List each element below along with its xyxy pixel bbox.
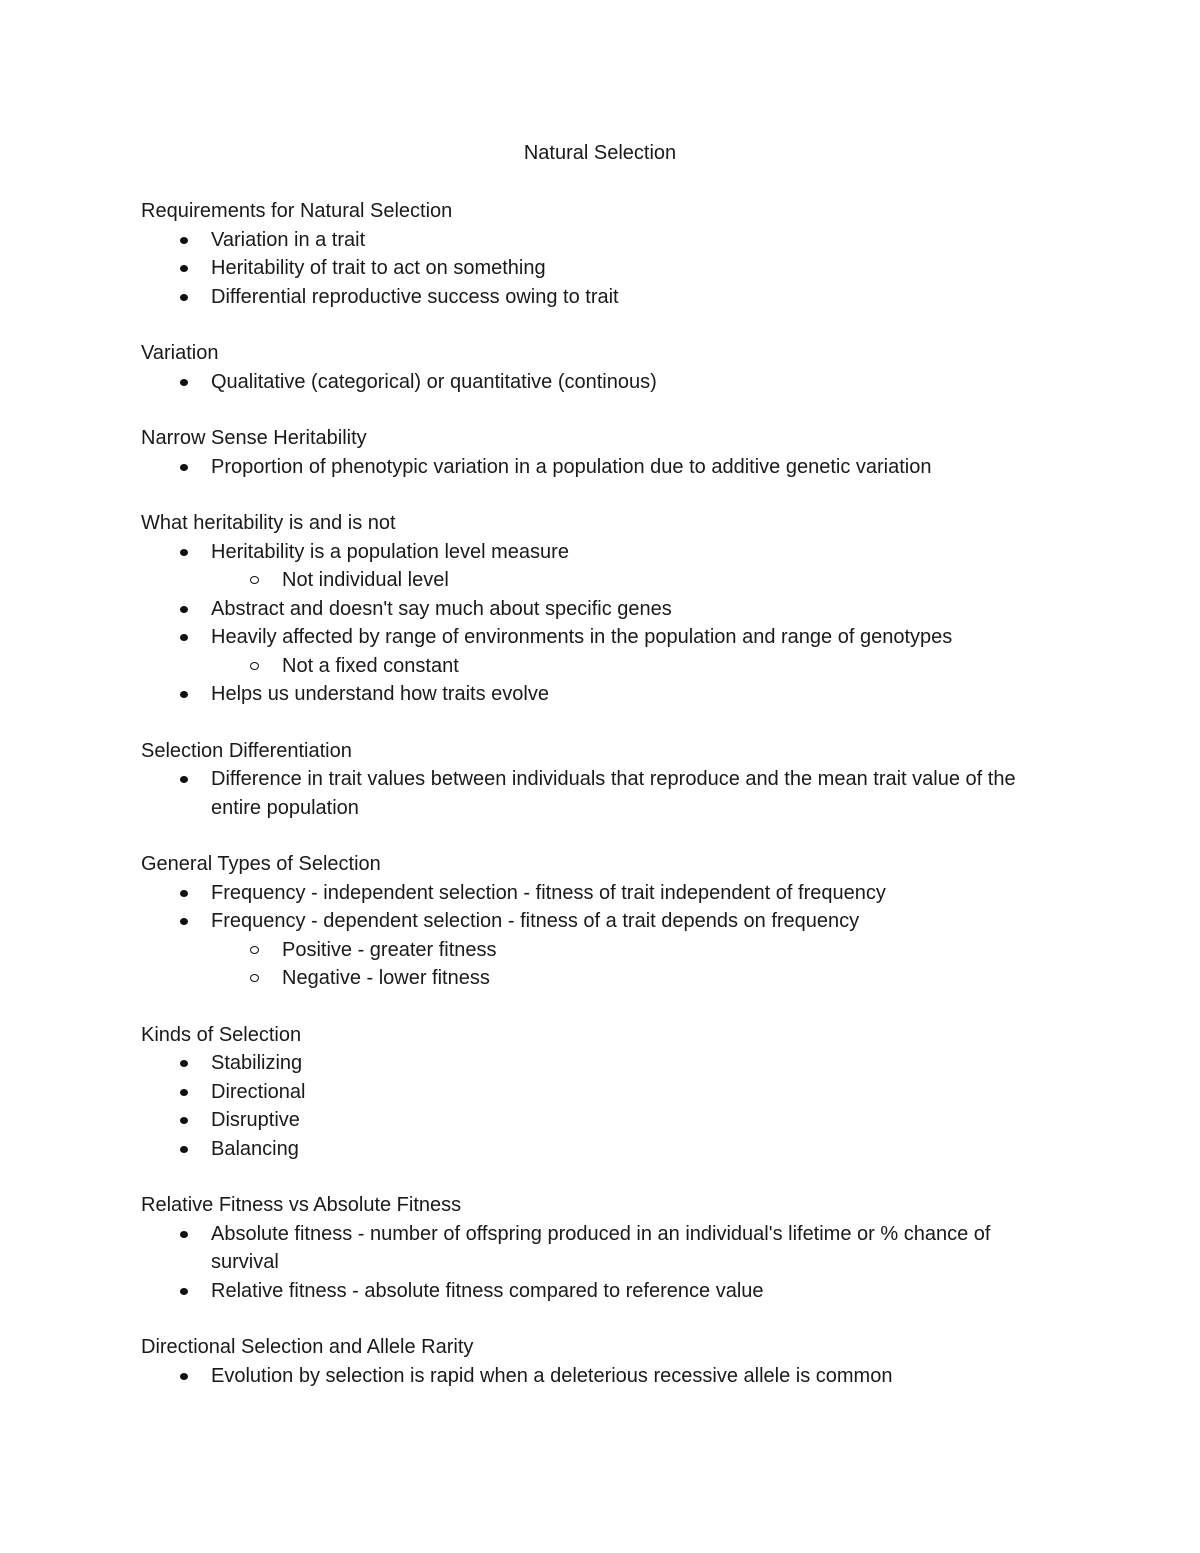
bullet-item: Abstract and doesn't say much about specific genes	[141, 595, 1061, 624]
section-heading: Relative Fitness vs Absolute Fitness	[141, 1194, 462, 1216]
section	[141, 737, 1061, 823]
section-heading: Requirements for Natural Selection	[141, 200, 453, 222]
bullet-item: Heritability is a population level measure	[141, 538, 1061, 567]
bullet-item: Directional	[141, 1078, 1061, 1107]
bullet-item: Absolute fitness - number of offspring produced in an individual's lifetime or % chance of survival	[141, 1220, 1061, 1277]
section-heading: Selection Differentiation	[141, 739, 352, 762]
bullet-item: Relative fitness - absolute fitness compared to reference value	[141, 1277, 1061, 1306]
document-title: Natural Selection	[523, 142, 677, 164]
bullet-list	[141, 368, 1061, 397]
sub-bullet-item: Not a fixed constant	[141, 652, 1061, 681]
section	[141, 197, 1061, 311]
bullet-list	[141, 1220, 1061, 1306]
section	[141, 424, 1061, 481]
bullet-item: Heavily affected by range of environments in the population and range of genotypes	[141, 623, 1061, 652]
bullet-item: Proportion of phenotypic variation in a population due to additive genetic variation	[141, 453, 1061, 482]
section-heading: Kinds of Selection	[141, 1023, 302, 1046]
section	[141, 339, 1061, 396]
section-heading: General Types of Selection	[141, 853, 381, 875]
section	[141, 850, 1061, 993]
section-heading: Variation	[141, 342, 219, 364]
bullet-item: Differential reproductive success owing to trait	[141, 283, 1061, 312]
sub-bullet-item: Negative - lower fitness	[141, 964, 1061, 993]
section	[141, 1021, 1061, 1164]
bullet-item: Stabilizing	[141, 1049, 1061, 1078]
bullet-item: Frequency - dependent selection - fitness of a trait depends on frequency	[141, 907, 1061, 936]
section-heading: Narrow Sense Heritability	[141, 427, 367, 449]
bullet-item: Qualitative (categorical) or quantitative (continous)	[141, 368, 1061, 397]
sub-bullet-item: Positive - greater fitness	[141, 936, 1061, 965]
document-body	[141, 197, 1061, 1418]
bullet-list	[141, 1362, 1061, 1391]
bullet-item: Frequency - independent selection - fitness of trait independent of frequency	[141, 879, 1061, 908]
section	[141, 1191, 1061, 1305]
bullet-item: Evolution by selection is rapid when a deleterious recessive allele is common	[141, 1362, 1061, 1391]
section-heading: What heritability is and is not	[141, 512, 396, 534]
bullet-item: Helps us understand how traits evolve	[141, 680, 1061, 709]
bullet-list	[141, 226, 1061, 312]
bullet-item: Disruptive	[141, 1106, 1061, 1135]
bullet-item: Balancing	[141, 1135, 1061, 1164]
section	[141, 1333, 1061, 1390]
bullet-list	[141, 1049, 1061, 1163]
bullet-list	[141, 538, 1061, 709]
bullet-item: Variation in a trait	[141, 226, 1061, 255]
section	[141, 509, 1061, 709]
bullet-list	[141, 879, 1061, 993]
bullet-list	[141, 453, 1061, 482]
bullet-item: Difference in trait values between individuals that reproduce and the mean trait value of the entire population	[141, 765, 1061, 822]
section-heading: Directional Selection and Allele Rarity	[141, 1336, 474, 1358]
bullet-item: Heritability of trait to act on something	[141, 254, 1061, 283]
bullet-list	[141, 765, 1061, 822]
sub-bullet-item: Not individual level	[141, 566, 1061, 595]
